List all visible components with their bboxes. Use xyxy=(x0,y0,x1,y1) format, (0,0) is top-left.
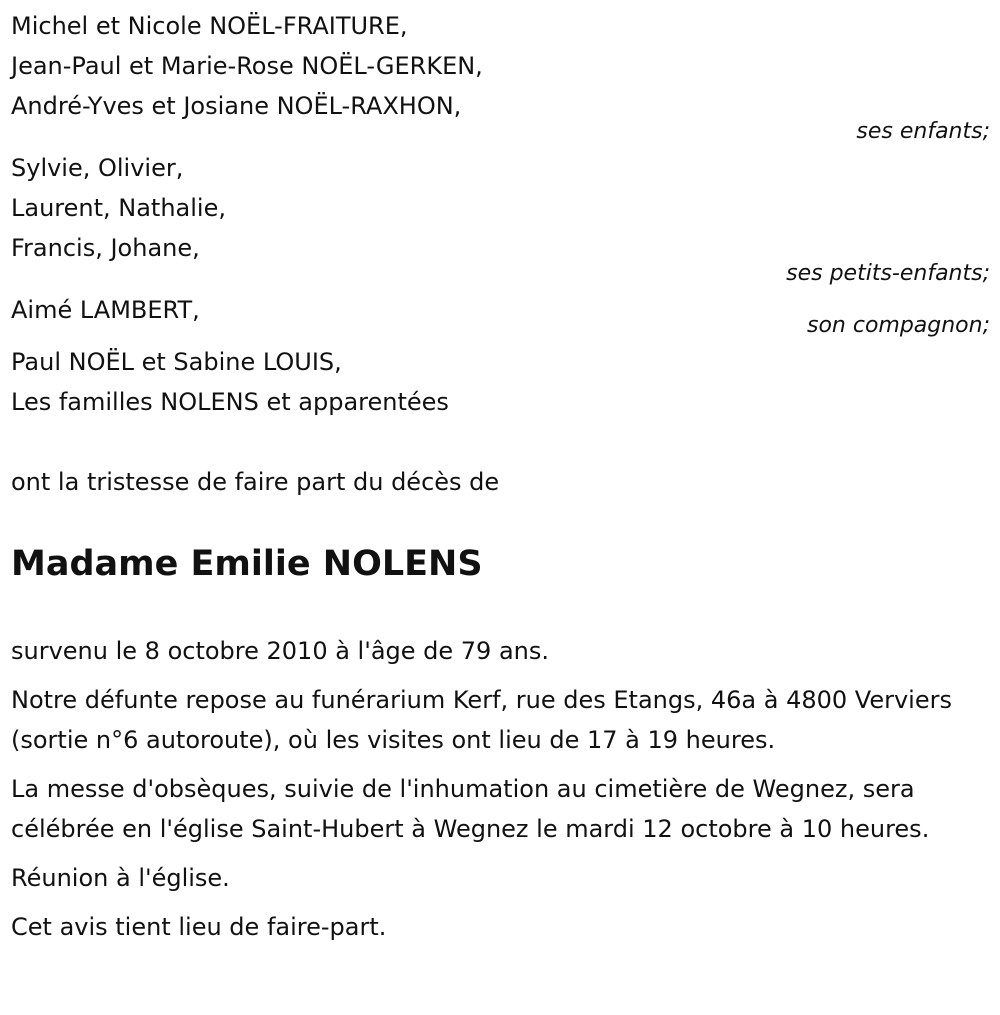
child-couple-line: Jean-Paul et Marie-Rose NOËL-GERKEN, xyxy=(11,52,483,80)
grandchildren-line: Laurent, Nathalie, xyxy=(11,194,226,222)
child-couple-line: André-Yves et Josiane NOËL-RAXHON, xyxy=(11,92,462,120)
companion-group xyxy=(11,290,990,338)
other-relatives-line: Paul NOËL et Sabine LOUIS, xyxy=(11,348,342,376)
companion-role-label: son compagnon; xyxy=(806,313,990,338)
children-group xyxy=(11,0,990,144)
children-role-label: ses enfants; xyxy=(856,119,990,144)
other-relatives-group xyxy=(11,342,990,422)
death-details: survenu le 8 octobre 2010 à l'âge de 79 ans. xyxy=(11,637,549,665)
grandchildren-group xyxy=(11,148,990,286)
announcement-intro: ont la tristesse de faire part du décès de xyxy=(11,468,500,496)
companion-line: Aimé LAMBERT, xyxy=(11,296,200,324)
deceased-name: Madame Emilie NOLENS xyxy=(11,544,483,584)
notice-statement: Cet avis tient lieu de faire-part. xyxy=(11,913,387,941)
grandchildren-line: Sylvie, Olivier, xyxy=(11,154,184,182)
grandchildren-role-label: ses petits-enfants; xyxy=(786,261,990,286)
funeral-mass-details: La messe d'obsèques, suivie de l'inhumation au cimetière de Wegnez, sera célébrée en l'église Saint-Hubert à Wegnez le mardi 12 octobre à 10 heures. xyxy=(11,775,930,843)
viewing-details: Notre défunte repose au funérarium Kerf, rue des Etangs, 46a à 4800 Verviers (sortie n°6 autoroute), où les visites ont lieu de 17 à 19 heures. xyxy=(11,686,952,754)
gathering-details: Réunion à l'église. xyxy=(11,864,230,892)
other-relatives-line: Les familles NOLENS et apparentées xyxy=(11,388,449,416)
child-couple-line: Michel et Nicole NOËL-FRAITURE, xyxy=(11,12,408,40)
grandchildren-line: Francis, Johane, xyxy=(11,234,200,262)
